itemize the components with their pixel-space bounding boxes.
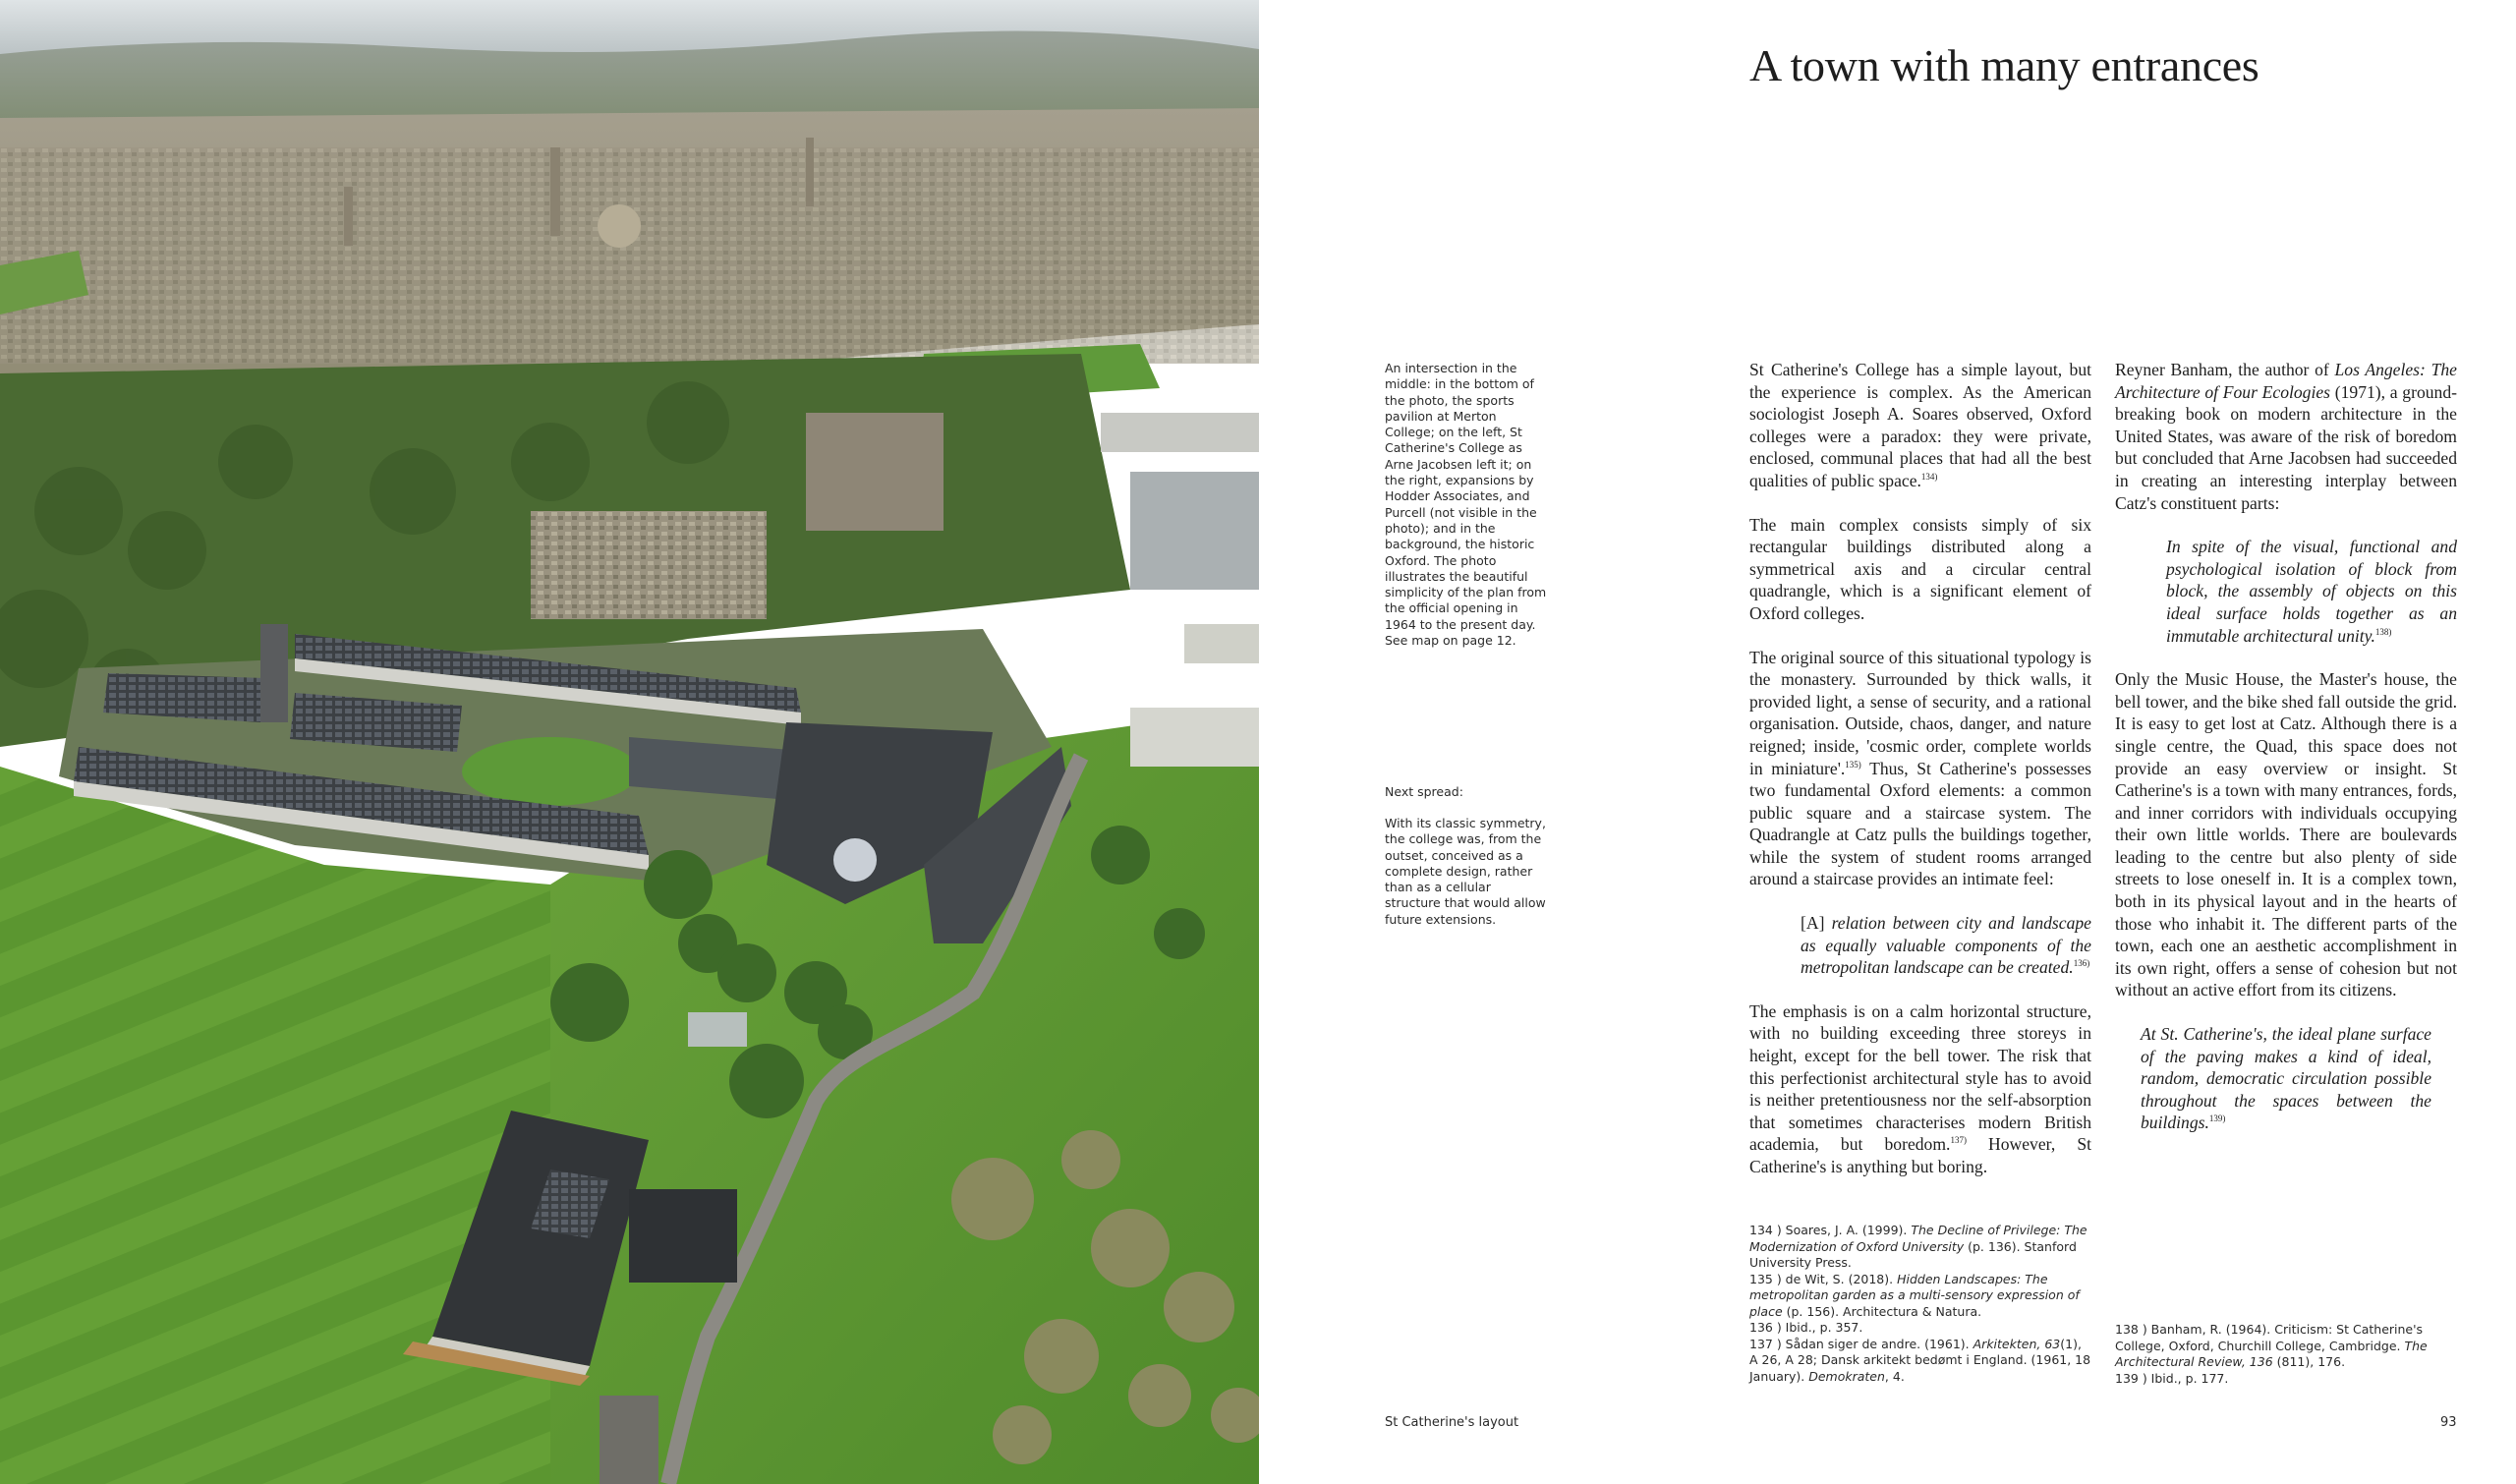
body-column-left bbox=[1749, 359, 2091, 1200]
footnotes-right bbox=[2115, 1322, 2459, 1387]
footnote-ref: 137) bbox=[1950, 1135, 1967, 1146]
body-paragraph: The emphasis is on a calm horizontal structure, with no building exceeding three storeys in height, except for the bell tower. The risk that this perfectionist architectural style has to avoid is neither pretentiousness nor the self-absorption that sometimes characterises modern British academia, but boredom.$^{137)}$ However, St Catherine's is anything but boring. bbox=[1749, 1000, 2091, 1176]
body-paragraph: St Catherine's College has a simple layout, but the experience is complex. As the American sociologist Joseph A. Soares observed, Oxford colleges were a paradox: they were private, enclosed, communal places that had all the best qualities of public space.$^{134)}$ bbox=[1749, 360, 2091, 490]
block-quote: In spite of the visual, functional and psychological isolation of block from block, the assembly of objects on this ideal surface holds together as an immutable architectural unity.$^{138)}$ bbox=[2166, 537, 2457, 646]
next-spread-heading: Next spread: bbox=[1385, 784, 1463, 799]
footnotes-left bbox=[1749, 1223, 2093, 1385]
body-paragraph: Only the Music House, the Master's house, the bell tower, and the bike shed fall outside the grid. It is easy to get lost at Catz. Although there is a single centre, the Quad, this space does not provide an easy overview or insight. St Catherine's is a town with many entrances, fords, and inner corridors with individuals occupying their own little worlds. There are boulevards leading to the centre but also plenty of side streets to lose oneself in. It is a complex town, both in its physical layout and in the hearts of those who inhabit it. The different parts of the town, each one an aesthetic accomplishment in its own right, offers a sense of cohesion but not without an active effort from its citizens. bbox=[2115, 669, 2457, 1000]
footnote: 137 ) Sådan siger de andre. (1961). Arkitekten, 63(1), A 26, A 28; Dansk arkitekt bedømt i England. (1961, 18 January). Demokraten, 4. bbox=[1749, 1336, 2091, 1384]
footnote: 139 ) Ibid., p. 177. bbox=[2115, 1370, 2229, 1386]
body-paragraph: The original source of this situational typology is the monastery. Surrounded by thick walls, it provided light, a sense of security, and a rational organisation. Outside, chaos, danger, and nature reigned; inside, 'cosmic order, complete worlds in miniature'.$^{135)}$ Thus, St Catherine's possesses two fundamental Oxford elements: a common public square and a staircase system. The Quadrangle at Catz pulls the buildings together, while the system of student rooms arranged around a staircase provides an intimate feel: bbox=[1749, 647, 2091, 889]
next-spread-caption: With its classic symmetry, the college was, from the outset, conceived as a complete design, rather than as a cellular structure that would allow future extensions. bbox=[1385, 816, 1546, 927]
footnote-ref: 138) bbox=[2374, 626, 2392, 637]
block-quote: [A] relation between city and landscape as equally valuable components of the metropolitan landscape can be created.$^{136)}$ bbox=[1801, 913, 2091, 978]
chapter-title: A town with many entrances bbox=[1749, 40, 2259, 90]
footnote: 138 ) Banham, R. (1964). Criticism: St Catherine's College, Oxford, Churchill College, Cambridge. The Architectural Review, 136 (811), 176. bbox=[2115, 1322, 2428, 1369]
running-footer: St Catherine's layout bbox=[1385, 1415, 1519, 1430]
body-paragraph: The main complex consists simply of six rectangular buildings distributed along a symmetrical axis and a circular central quadrangle, which is a significant element of Oxford colleges. bbox=[1749, 514, 2091, 623]
footnote: 136 ) Ibid., p. 357. bbox=[1749, 1320, 1863, 1335]
footnote: 135 ) de Wit, S. (2018). Hidden Landscapes: The metropolitan garden as a multi-sensory expression of place (p. 156). Architectura & Natura. bbox=[1749, 1271, 2080, 1319]
footnote-ref: 135) bbox=[1845, 759, 1861, 770]
page-number: 93 bbox=[2440, 1415, 2457, 1430]
footnote: 134 ) Soares, J. A. (1999). The Decline of Privilege: The Modernization of Oxford University (p. 136). Stanford University Press. bbox=[1749, 1223, 2087, 1270]
footnote-ref: 134) bbox=[1920, 472, 1938, 483]
block-quote: At St. Catherine's, the ideal plane surface of the paving makes a kind of ideal, random, democratic circulation possible throughout the spaces between the buildings.$^{139)}$ bbox=[2141, 1024, 2431, 1133]
book-title: Los Angeles: The Architecture of Four Ecologies bbox=[2115, 360, 2457, 402]
body-column-right bbox=[2115, 359, 2457, 1156]
footnote-ref: 136) bbox=[2073, 958, 2090, 969]
body-paragraph: Reyner Banham, the author of Los Angeles: The Architecture of Four Ecologies (1971), a ground-breaking book on modern architecture in the United States, was aware of the risk of boredom but concluded that Arne Jacobsen had succeeded in creating an interesting interplay between Catz's constituent parts: bbox=[2115, 360, 2457, 513]
footnote-ref: 139) bbox=[2208, 1113, 2226, 1124]
photo-caption: An intersection in the middle: in the bottom of the photo, the sports pavilion at Merton College; on the left, St Catherine's College as Arne Jacobsen left it; on the right, expansions by Hodder Associates, and Purcell (not visible in the photo); and in the background, the historic Oxford. The photo illustrates the beautiful simplicity of the plan from the official opening in 1964 to the present day. See map on page 12. bbox=[1385, 361, 1547, 649]
